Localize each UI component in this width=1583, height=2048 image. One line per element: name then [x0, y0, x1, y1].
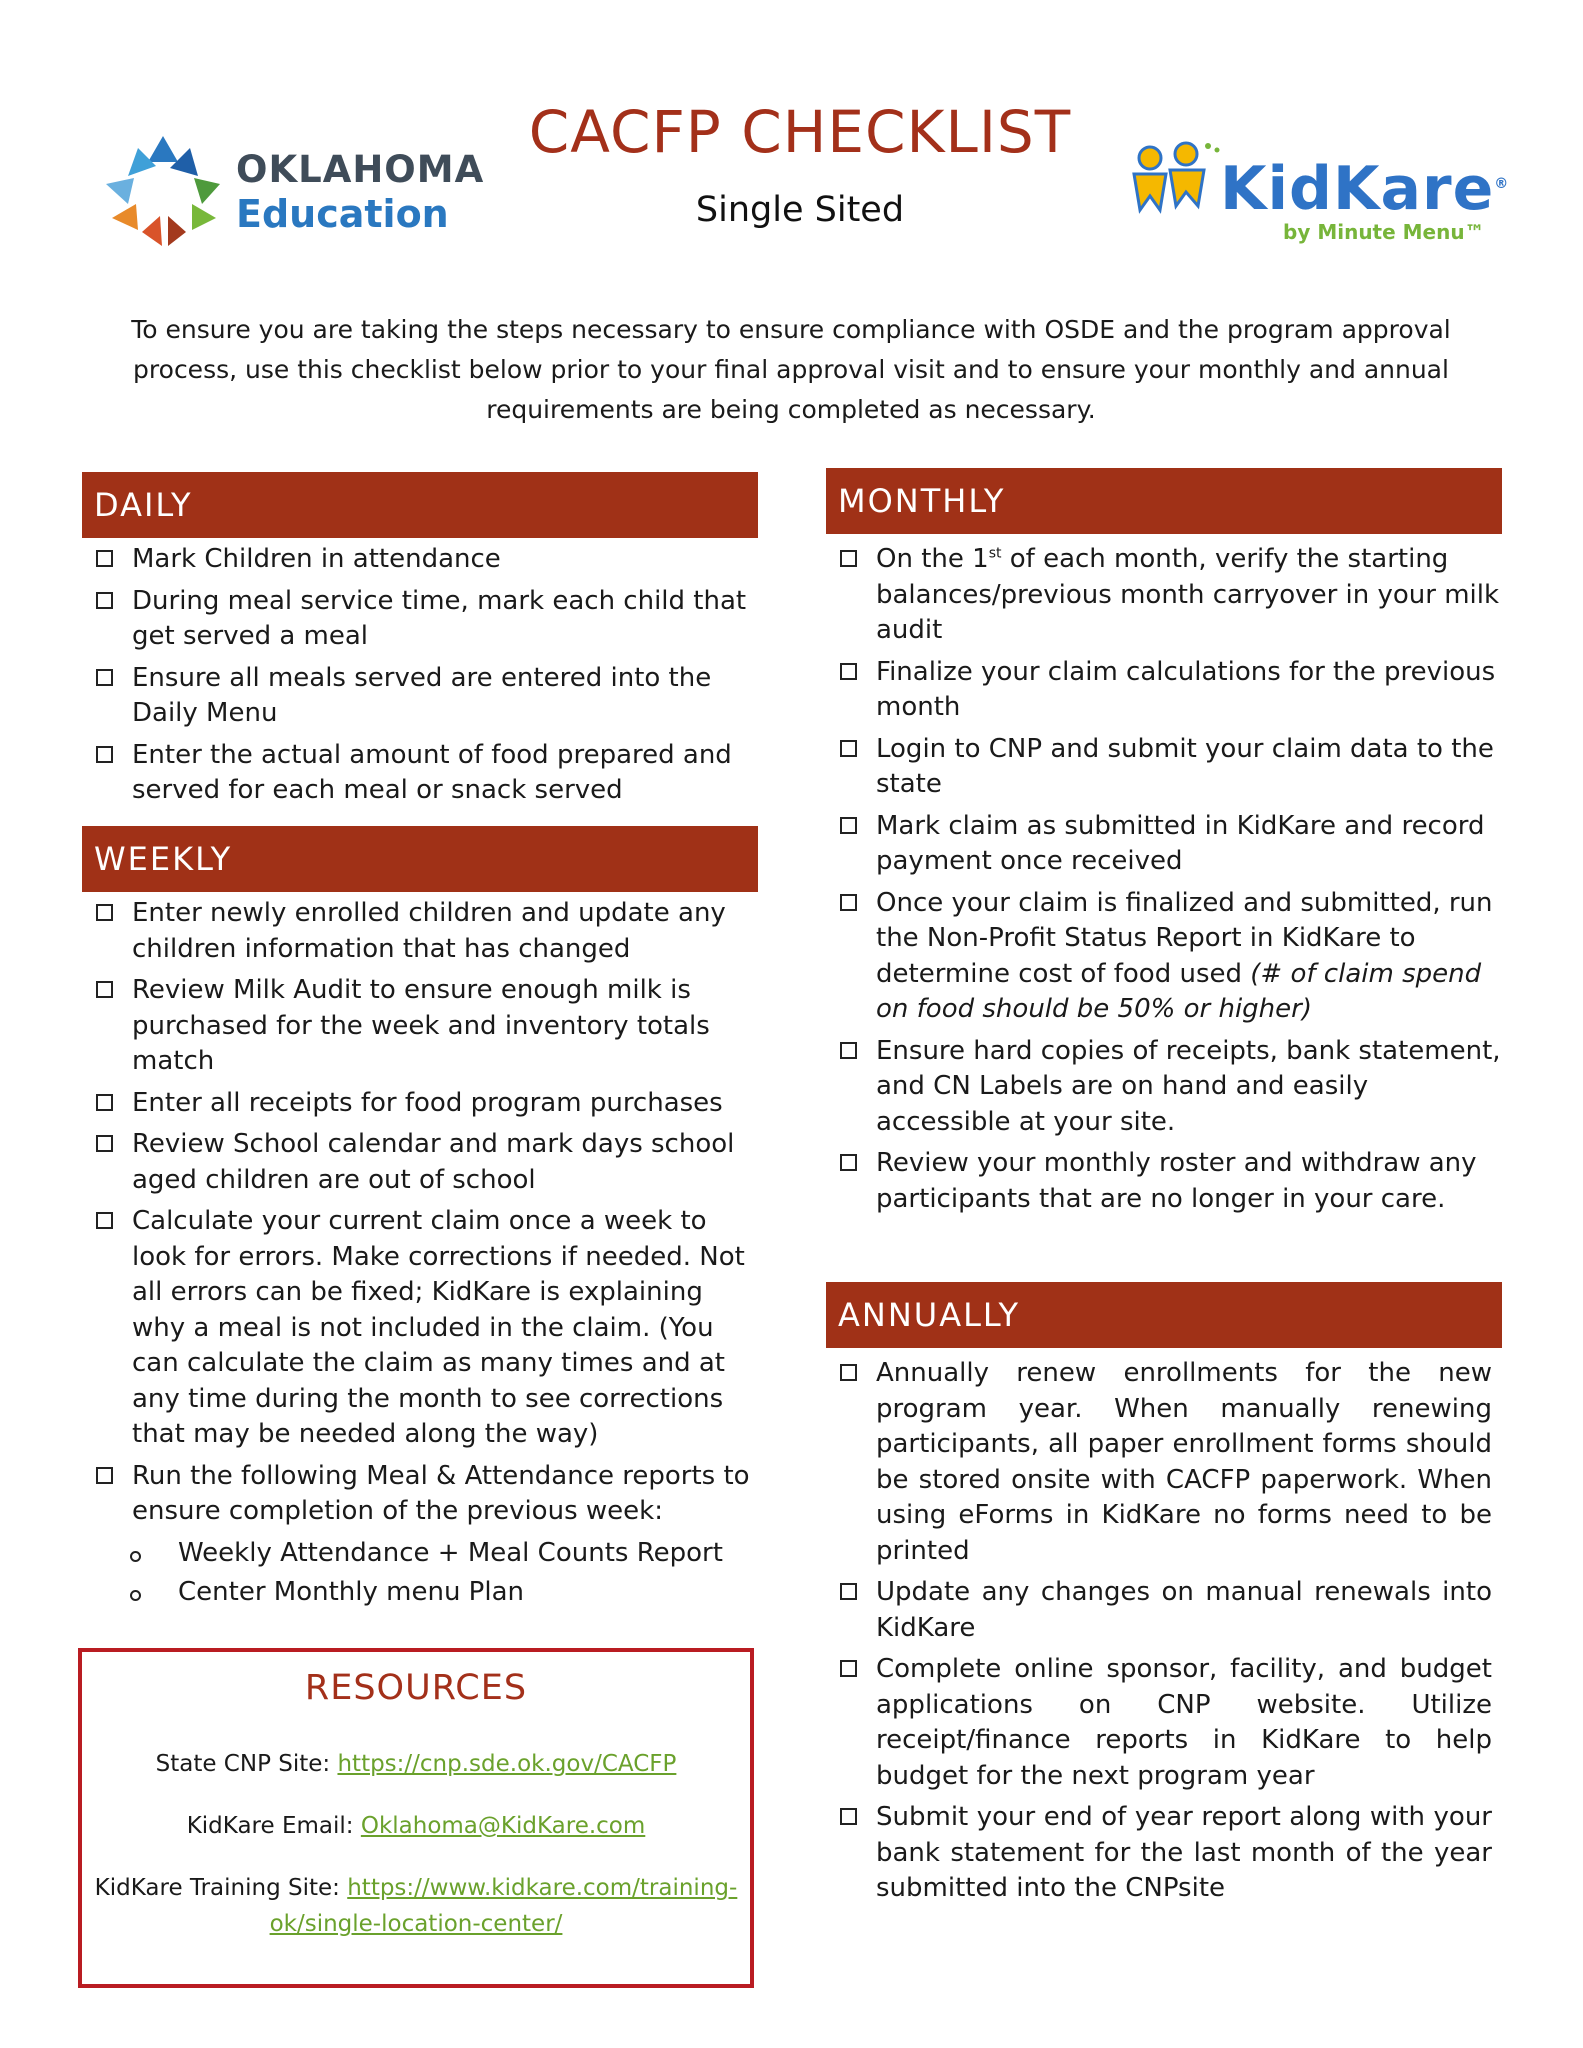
- kidkare-email-link[interactable]: Oklahoma@KidKare.com: [360, 1813, 646, 1839]
- checkbox-icon[interactable]: [96, 1212, 113, 1229]
- logo-tagline: by Minute Menu™: [1283, 220, 1485, 244]
- daily-list: [82, 542, 758, 815]
- weekly-item: Run the following Meal & Attendance reports to ensure completion of the previous week:: [82, 1459, 758, 1530]
- kidkare-training-link[interactable]: https://www.kidkare.com/training-ok/single-location-center/: [269, 1875, 738, 1937]
- oklahoma-star-icon: [98, 132, 228, 252]
- annually-item: Update any changes on manual renewals into KidKare: [826, 1575, 1492, 1646]
- daily-item: Mark Children in attendance: [82, 542, 758, 578]
- kidkare-logo: [1128, 140, 1508, 260]
- checkbox-icon[interactable]: [840, 817, 857, 834]
- checkbox-icon[interactable]: [840, 550, 857, 567]
- weekly-item: Calculate your current claim once a week to look for errors. Make corrections if needed. Not all errors can be fixed; KidKare is explaining why a meal is not included in the claim. (You can calculate the claim as many times and at any time during the month to see corrections that may be needed along the way): [82, 1204, 758, 1453]
- weekly-subitem: Center Monthly menu Plan: [82, 1575, 758, 1611]
- daily-item: Enter the actual amount of food prepared and served for each meal or snack served: [82, 738, 758, 809]
- resources-heading: RESOURCES: [304, 1668, 528, 1708]
- checkbox-icon[interactable]: [96, 981, 113, 998]
- daily-item: Ensure all meals served are entered into the Daily Menu: [82, 661, 758, 732]
- checkbox-icon[interactable]: [96, 1094, 113, 1111]
- checkbox-icon[interactable]: [840, 1583, 857, 1600]
- monthly-item: Finalize your claim calculations for the previous month: [826, 655, 1502, 726]
- oklahoma-education-logo: [98, 128, 485, 258]
- weekly-item: Enter newly enrolled children and update any children information that has changed: [82, 896, 758, 967]
- circle-bullet-icon: [130, 1551, 141, 1562]
- annually-list: [826, 1356, 1492, 1913]
- checkbox-icon[interactable]: [840, 1154, 857, 1171]
- resources-box: [78, 1648, 754, 1988]
- intro-paragraph: To ensure you are taking the steps necessary to ensure compliance with OSDE and the program approval process, use this checklist below prior to your final approval visit and to ensure your monthly and annual requirements are being completed as necessary.: [131, 315, 1451, 424]
- weekly-item: Review School calendar and mark days school aged children are out of school: [82, 1127, 758, 1198]
- checkbox-icon[interactable]: [96, 1467, 113, 1484]
- weekly-item: Enter all receipts for food program purchases: [82, 1086, 758, 1122]
- checkbox-icon[interactable]: [840, 1364, 857, 1381]
- logo-text-kidkare: KidKare®: [1220, 154, 1510, 224]
- annually-item: Complete online sponsor, facility, and budget applications on CNP website. Utilize receipt/finance reports in KidKare to help budget for the next program year: [826, 1652, 1492, 1794]
- weekly-list: [82, 896, 758, 1615]
- logo-text-oklahoma: OKLAHOMA: [236, 148, 485, 191]
- monthly-item: Ensure hard copies of receipts, bank statement, and CN Labels are on hand and easily accessible at your site.: [826, 1034, 1502, 1141]
- resource-state-cnp: State CNP Site: https://cnp.sde.ok.gov/CACFP: [155, 1751, 677, 1777]
- monthly-item: On the 1st of each month, verify the starting balances/previous month carryover in your milk audit: [826, 542, 1502, 649]
- checkbox-icon[interactable]: [96, 550, 113, 567]
- section-header-annually: ANNUALLY: [826, 1282, 1502, 1348]
- logo-text-education: Education: [236, 192, 449, 236]
- resource-kidkare-training: KidKare Training Site: https://www.kidkare.com/training-ok/single-location-center/: [94, 1875, 738, 1937]
- checkbox-icon[interactable]: [840, 894, 857, 911]
- page-subtitle: Single Sited: [695, 190, 905, 230]
- section-header-monthly: MONTHLY: [826, 468, 1502, 534]
- checkbox-icon[interactable]: [840, 663, 857, 680]
- state-cnp-link[interactable]: https://cnp.sde.ok.gov/CACFP: [337, 1751, 677, 1777]
- section-header-daily: DAILY: [82, 472, 758, 538]
- annually-item: Submit your end of year report along with your bank statement for the last month of the year submitted into the CNPsite: [826, 1800, 1492, 1907]
- resource-kidkare-email: KidKare Email: Oklahoma@KidKare.com: [186, 1813, 646, 1839]
- weekly-item: Review Milk Audit to ensure enough milk is purchased for the week and inventory totals match: [82, 973, 758, 1080]
- monthly-item: Review your monthly roster and withdraw any participants that are no longer in your care.: [826, 1146, 1502, 1217]
- checkbox-icon[interactable]: [96, 592, 113, 609]
- checkbox-icon[interactable]: [96, 1135, 113, 1152]
- page-title: CACFP CHECKLIST: [528, 98, 1072, 166]
- circle-bullet-icon: [130, 1590, 141, 1601]
- annually-item: Annually renew enrollments for the new program year. When manually renewing participants, all paper enrollment forms should be stored onsite with CACFP paperwork. When using eForms in KidKare no forms need to be printed: [826, 1356, 1492, 1569]
- kidkare-figures-icon: [1128, 140, 1223, 220]
- checkbox-icon[interactable]: [96, 669, 113, 686]
- checkbox-icon[interactable]: [840, 1042, 857, 1059]
- checkbox-icon[interactable]: [840, 1808, 857, 1825]
- daily-item: During meal service time, mark each child that get served a meal: [82, 584, 758, 655]
- checkbox-icon[interactable]: [96, 746, 113, 763]
- checkbox-icon[interactable]: [96, 904, 113, 921]
- checkbox-icon[interactable]: [840, 740, 857, 757]
- checkbox-icon[interactable]: [840, 1660, 857, 1677]
- section-header-weekly: WEEKLY: [82, 826, 758, 892]
- monthly-item: Mark claim as submitted in KidKare and record payment once received: [826, 809, 1502, 880]
- monthly-list: [826, 542, 1502, 1223]
- weekly-subitem: Weekly Attendance + Meal Counts Report: [82, 1536, 758, 1572]
- monthly-item: Once your claim is finalized and submitted, run the Non-Profit Status Report in KidKare to determine cost of food used (# of claim spend on food should be 50% or higher): [826, 886, 1502, 1028]
- monthly-item: Login to CNP and submit your claim data to the state: [826, 732, 1502, 803]
